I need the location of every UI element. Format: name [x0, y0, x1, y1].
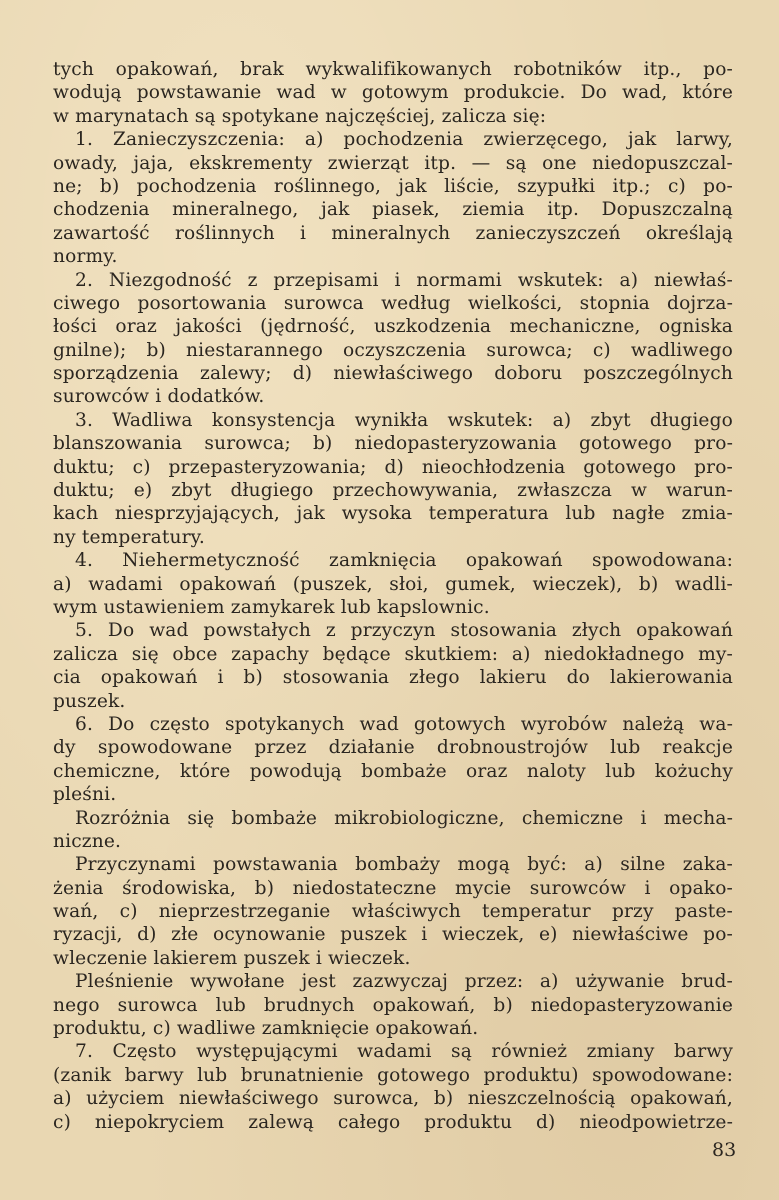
text-line: puszek.: [53, 690, 126, 712]
text-line: a) wadami opakowań (puszek, słoi, gumek, wieczek), b) wadli-: [53, 573, 733, 595]
text-line: zawartość roślinnych i mineralnych zanieczyszczeń określają: [53, 222, 733, 244]
page-body: [53, 58, 733, 1134]
text-line: kach niesprzyjających, jak wysoka temperatura lub nagłe zmia-: [53, 503, 733, 525]
text-line: Pleśnienie wywołane jest zazwyczaj przez: a) używanie brud-: [75, 971, 733, 993]
text-line: Przyczynami powstawania bombaży mogą być: a) silne zaka-: [75, 854, 733, 876]
text-line: wym ustawieniem zamykarek lub kapslownic.: [53, 596, 490, 618]
text-line: tych opakowań, brak wykwalifikowanych robotników itp., po-: [53, 59, 733, 80]
text-line: Rozróżnia się bombaże mikrobiologiczne, chemiczne i mecha-: [75, 807, 733, 829]
text-line: a) użyciem niewłaściwego surowca, b) nieszczelnością opakowań,: [53, 1088, 733, 1110]
text-line: duktu; e) zbyt długiego przechowywania, zwłaszcza w warun-: [53, 480, 733, 502]
text-line: normy.: [53, 246, 118, 268]
text-line: 5. Do wad powstałych z przyczyn stosowania złych opakowań: [75, 620, 733, 642]
text-line: niczne.: [53, 830, 122, 852]
text-line: c) niepokryciem zalewą całego produktu d) nieodpowietrze-: [53, 1111, 733, 1133]
text-line: (zanik barwy lub brunatnienie gotowego produktu) spowodowane:: [53, 1064, 733, 1086]
text-line: gnilne); b) niestarannego oczyszczenia surowca; c) wadliwego: [53, 339, 733, 361]
text-line: 3. Wadliwa konsystencja wynikła wskutek: a) zbyt długiego: [75, 409, 733, 431]
text-line: pleśni.: [53, 784, 117, 806]
text-line: nego surowca lub brudnych opakowań, b) niedopasteryzowanie: [53, 994, 733, 1016]
page-number: 83: [712, 1139, 737, 1161]
text-line: 2. Niezgodność z przepisami i normami wskutek: a) niewłaś-: [75, 269, 733, 291]
text-line: żenia środowiska, b) niedostateczne mycie surowców i opako-: [53, 877, 733, 899]
text-line: blanszowania surowca; b) niedopasteryzowania gotowego pro-: [53, 433, 733, 455]
text-line: 4. Niehermetyczność zamknięcia opakowań spowodowana:: [75, 550, 733, 572]
text-line: ne; b) pochodzenia roślinnego, jak liście, szypułki itp.; c) po-: [53, 175, 733, 197]
text-line: ny temperatury.: [53, 526, 205, 548]
text-line: zalicza się obce zapachy będące skutkiem: a) niedokładnego my-: [53, 643, 733, 665]
text-line: sporządzenia zalewy; d) niewłaściwego doboru poszczególnych: [53, 363, 733, 385]
text-line: chemiczne, które powodują bombaże oraz naloty lub kożuchy: [53, 760, 733, 782]
text-line: duktu; c) przepasteryzowania; d) nieochłodzenia gotowego pro-: [53, 456, 733, 478]
text-line: cia opakowań i b) stosowania złego lakieru do lakierowania: [53, 667, 733, 689]
text-line: 1. Zanieczyszczenia: a) pochodzenia zwierzęcego, jak larwy,: [75, 129, 733, 151]
text-line: produktu, c) wadliwe zamknięcie opakowań.: [53, 1018, 479, 1040]
text-line: 7. Często występującymi wadami są również zmiany barwy: [75, 1041, 733, 1063]
text-line: dy spowodowane przez działanie drobnoustrojów lub reakcje: [53, 737, 733, 759]
text-line: wodują powstawanie wad w gotowym produkcie. Do wad, które: [53, 82, 733, 104]
text-line: wań, c) nieprzestrzeganie właściwych temperatur przy paste-: [53, 901, 733, 923]
text-line: ciwego posortowania surowca według wielkości, stopnia dojrza-: [53, 292, 733, 314]
text-line: 6. Do często spotykanych wad gotowych wyrobów należą wa-: [75, 713, 733, 735]
text-line: owady, jaja, ekskrementy zwierząt itp. — są one niedopuszczal-: [53, 152, 733, 174]
text-line: ryzacji, d) złe ocynowanie puszek i wieczek, e) niewłaściwe po-: [53, 924, 733, 946]
text-line: surowców i dodatków.: [53, 386, 265, 408]
text-line: w marynatach są spotykane najczęściej, zalicza się:: [53, 105, 547, 127]
text-line: łości oraz jakości (jędrność, uszkodzenia mechaniczne, ogniska: [53, 316, 733, 338]
text-line: chodzenia mineralnego, jak piasek, ziemia itp. Dopuszczalną: [53, 199, 733, 221]
text-line: wleczenie lakierem puszek i wieczek.: [53, 947, 411, 969]
